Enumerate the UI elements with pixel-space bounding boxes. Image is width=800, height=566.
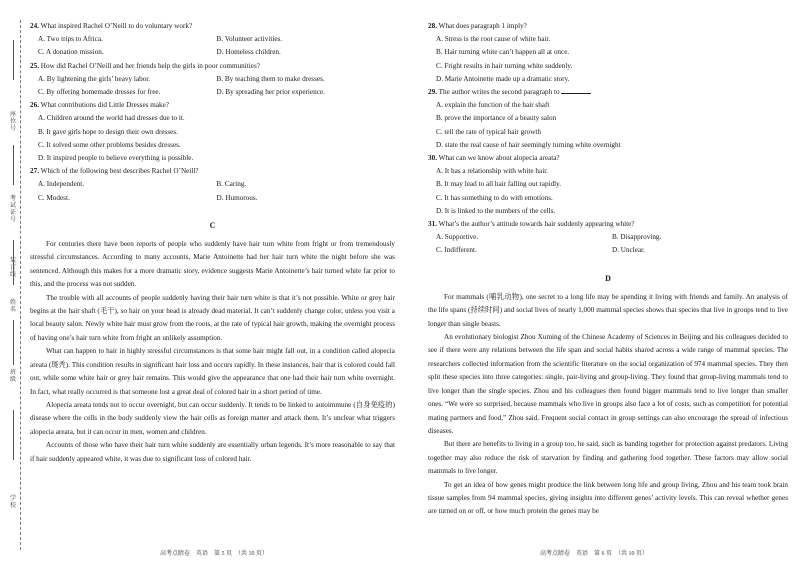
exam-number-label: 考试证号: [9, 196, 16, 223]
options: [30, 112, 395, 165]
question-stem: How did Rachel O’Neill and her friends help the girls in poor communities?: [40, 61, 260, 70]
option-c: C. It has something to do with emotions.: [436, 193, 553, 202]
option-a: A. Two trips to Africa.: [38, 35, 103, 44]
page-footer-left: 高考点睛卷 英语 第 5 页 （共 10 页）: [160, 551, 269, 557]
question-24: [30, 20, 395, 60]
question-29: [428, 86, 788, 152]
option-d: D. state the real cause of hair seemingly turning white overnight: [436, 140, 621, 149]
passage-paragraph: For centuries there have been reports of people who suddenly have hair turn white from fright or from tremendously stressful circumstances. According to many accounts, Marie Antoinette had her hair turn white the night before she was sentenced. Although this makes for a more dramatic story, evidence suggests Marie Antoinette’s hair turned white far prior to this, and the process was not sudden.: [30, 240, 395, 289]
class-blank: [13, 320, 14, 365]
page-footer-right: 高考点睛卷 英语 第 6 页 （共 10 页）: [540, 551, 649, 557]
binding-margin: [0, 0, 30, 566]
question-stem: The author writes the second paragraph to: [438, 88, 560, 97]
option-c: C. By offering homemade dresses for free.: [38, 88, 161, 97]
question-stem: What’s the author’s attitude towards hair suddenly appearing white?: [438, 220, 635, 229]
option-a: A. By lightening the girls’ heavy labor.: [38, 74, 151, 83]
options: [30, 73, 395, 99]
option-b: B. prove the importance of a beauty salon: [436, 114, 557, 123]
question-number: 25.: [30, 61, 39, 70]
options: [428, 231, 788, 257]
option-c: C. Modest.: [38, 193, 70, 202]
option-c: C. A donation mission.: [38, 48, 104, 57]
question-number: 29.: [428, 88, 437, 97]
answer-blank: [561, 86, 591, 94]
options: [428, 165, 788, 218]
question-number: 26.: [30, 101, 39, 110]
option-b: B. It gave girls hope to design their own dresses.: [38, 127, 178, 136]
option-b: B. Caring.: [216, 180, 247, 189]
option-b: B. Hair turning white can’t happen all at once.: [436, 48, 570, 57]
options: [30, 178, 395, 204]
section-heading-c: C: [209, 220, 216, 230]
question-28: [428, 20, 788, 86]
binding-line-label: 装订线: [9, 258, 16, 278]
question-stem: What does paragraph 1 imply?: [438, 22, 527, 30]
seat-number-blank: [13, 40, 14, 80]
passage-paragraph: An evolutionary biologist Zhou Xuming of the Chinese Academy of Sciences in Beijing and his colleagues decided to see if there were any relations between the life span and social habits shared across a wide range of mammal species. The researchers collected information from the scientific literature on the social organization of 974 mammal species. They then split these species into three categories: single, pair-living and group-living. They found that group-living mammals tend to live longer than the single species. Zhou and his colleagues then found bigger mammals tend to live longer than smaller ones. “We were so surprised, because mammals who live in groups also face a lot of costs, such as competition for potential mating partners and food,” Zhou said. Frequent social contact in group settings can also encourage the spread of infectious diseases.: [428, 333, 788, 435]
exam-number-blank: [13, 145, 14, 185]
question-number: 28.: [428, 22, 437, 30]
passage-paragraph: Accounts of those who have their hair turn white suddenly are essentially urban legends. It’s more reasonable to say that if hair suddenly appeared white, it was due to significant loss of colored hair.: [30, 441, 395, 463]
option-c: C. tell the rate of typical hair growth: [436, 127, 541, 136]
right-page: [428, 20, 788, 519]
option-d: D. It inspired people to believe everything is possible.: [38, 154, 194, 163]
passage-paragraph: To get an idea of how genes might produce the link between long life and group living, Zhou and his team took brain tissue samples from 94 mammal species, giving insights into different genes’ activity levels. This can reveal whether genes are turned on or off, or how much protein the genes may be: [428, 480, 788, 516]
options: [428, 33, 788, 86]
passage-paragraph: Alopecia areata tends not to occur overnight, but can occur suddenly. It tends to be linked to autoimmune (自身免疫的) disease where the cells in the body suddenly view the hair cells as foreign matter and attack them. It’s unclear what triggers alopecia areata, but it can occur in men, women and children.: [30, 400, 395, 436]
question-stem: Which of the following best describes Rachel O’Neill?: [40, 167, 199, 176]
option-b: B. By teaching them to make dresses.: [216, 74, 325, 83]
option-b: B. Volunteer activities.: [216, 35, 283, 44]
option-c: C. Indifferent.: [436, 246, 477, 255]
option-d: D. Unclear.: [612, 246, 645, 255]
option-a: A. explain the function of the hair shaft: [436, 101, 550, 110]
question-number: 24.: [30, 22, 39, 30]
option-a: A. Children around the world had dresses due to it.: [38, 114, 185, 123]
option-d: D. By spreading her prior experience.: [216, 88, 325, 97]
cut-line: [20, 20, 21, 550]
passage-paragraph: But there are benefits to living in a group too, he said, such as banding together for protection against predators. Living together may also reduce the risk of starvation by finding and gathering food together. These factors may allow social mammals to live longer.: [428, 440, 788, 476]
class-label: 班级: [9, 370, 16, 383]
option-c: C. Fright results in hair turning white suddenly.: [436, 61, 573, 70]
passage-paragraph: The trouble with all accounts of people suddenly having their hair turn white is that it’s not possible. White or grey hair begins at the hair shaft (毛干), so hair on your head is already dead material. It can’t suddenly change color, unless you visit a local beauty salon. Newly white hair must grow from the roots, at the rate of typical hair growth, making the overnight process of having one’s hair turn white from fright an unlikely assumption.: [30, 293, 395, 342]
question-stem: What can we know about alopecia areata?: [438, 154, 560, 163]
option-b: B. It may lead to all hair falling out rapidly.: [436, 180, 562, 189]
question-stem: What contributions did Little Dresses make?: [40, 101, 169, 110]
options: [428, 99, 788, 152]
option-a: A. Independent.: [38, 180, 85, 189]
section-heading-d: D: [605, 273, 611, 283]
question-25: [30, 60, 395, 100]
passage-paragraph: For mammals (哺乳动物), one secret to a long life may be spending it living with friends and family. An analysis of the life spans (持续时间) and social lives of nearly 1,000 mammal species shows that species that live in groups tend to live longer than single beasts.: [428, 292, 788, 328]
option-d: D. Marie Antoinette made up a dramatic story.: [436, 74, 570, 83]
question-31: [428, 218, 788, 258]
option-d: D. Homeless children.: [216, 48, 281, 57]
question-27: [30, 165, 395, 205]
option-d: D. Humorous.: [216, 193, 258, 202]
name-label: 姓名: [9, 300, 16, 313]
question-number: 30.: [428, 154, 437, 163]
school-blank: [13, 410, 14, 460]
option-a: A. It has a relationship with white hair.: [436, 167, 548, 176]
name-blank: [13, 240, 14, 285]
question-30: [428, 152, 788, 218]
options: [30, 33, 395, 59]
option-b: B. Disapproving.: [612, 233, 662, 242]
school-label: 学校: [9, 496, 16, 509]
question-26: [30, 99, 395, 165]
question-number: 31.: [428, 220, 437, 229]
option-a: A. Supportive.: [436, 233, 479, 242]
option-c: C. It solved some other problems besides dresses.: [38, 140, 181, 149]
passage-paragraph: What can happen to hair in highly stressful circumstances is that some hair might fall out, in a condition called alopecia areata (斑秃). This condition results in significant hair loss and occurs rapidly. In these instances, hair that is colored could fall out, while some white hair or grey hair remains. This would give the appearance that one had their hair turn white overnight. In fact, what really occurred is that someone lost a great deal of colored hair in a short period of time.: [30, 347, 395, 396]
option-d: D. It is linked to the numbers of the cells.: [436, 206, 556, 215]
question-number: 27.: [30, 167, 39, 176]
question-stem: What inspired Rachel O’Neill to do voluntary work?: [40, 22, 193, 30]
option-a: A. Stress is the root cause of white hair.: [436, 35, 551, 44]
seat-number-label: 座位号: [9, 112, 16, 132]
left-page: [30, 20, 395, 466]
